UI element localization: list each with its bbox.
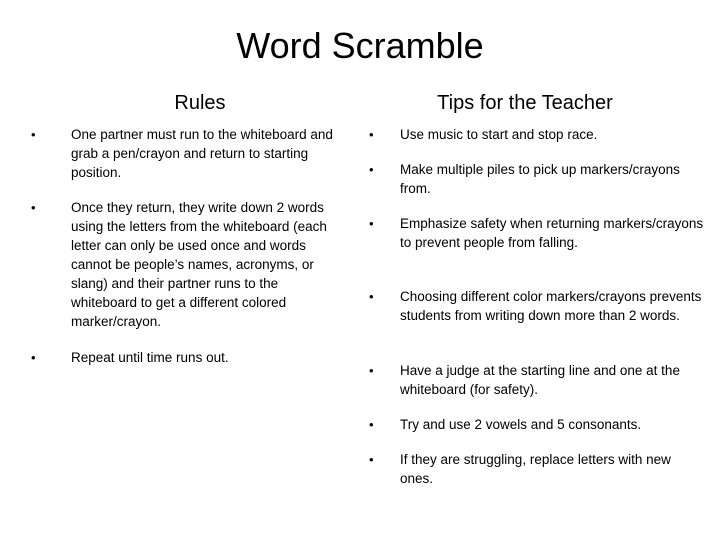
slide-title: Word Scramble — [236, 25, 484, 66]
tips-heading: Tips for the Teacher — [437, 92, 613, 114]
bullet-icon: • — [369, 162, 374, 177]
bullet-icon: • — [31, 127, 36, 142]
bullet-icon: • — [369, 289, 374, 304]
bullet-icon: • — [369, 216, 374, 231]
tips-item-text: Try and use 2 vowels and 5 consonants. — [400, 417, 642, 432]
bullet-icon: • — [369, 127, 374, 142]
rules-item-text: Repeat until time runs out. — [71, 350, 229, 365]
bullet-icon: • — [31, 350, 36, 365]
bullet-icon: • — [369, 363, 374, 378]
tips-item-text: Choosing different color markers/crayons prevents students from writing down more than 2 words. — [400, 289, 702, 323]
bullet-icon: • — [369, 417, 374, 432]
tips-item-text: Have a judge at the starting line and one at the whiteboard (for safety). — [400, 363, 680, 397]
tips-list — [369, 0, 709, 540]
tips-item-text: Make multiple piles to pick up markers/crayons from. — [400, 162, 680, 196]
rules-item-text: Once they return, they write down 2 words using the letters from the whiteboard (each letter can only be used once and words cannot be people’s names, acronyms, or slang) and their partner runs to the whiteboard to get a different colored marker/crayon. — [71, 200, 327, 329]
bullet-icon: • — [369, 452, 374, 467]
bullet-icon: • — [31, 200, 36, 215]
tips-item-text: Use music to start and stop race. — [400, 127, 598, 142]
rules-heading: Rules — [174, 92, 226, 114]
tips-item-text: If they are struggling, replace letters with new ones. — [400, 452, 671, 486]
rules-list — [31, 0, 361, 540]
tips-item-text: Emphasize safety when returning markers/crayons to prevent people from falling. — [400, 216, 704, 250]
rules-item-text: One partner must run to the whiteboard and grab a pen/crayon and return to starting position. — [71, 127, 333, 180]
